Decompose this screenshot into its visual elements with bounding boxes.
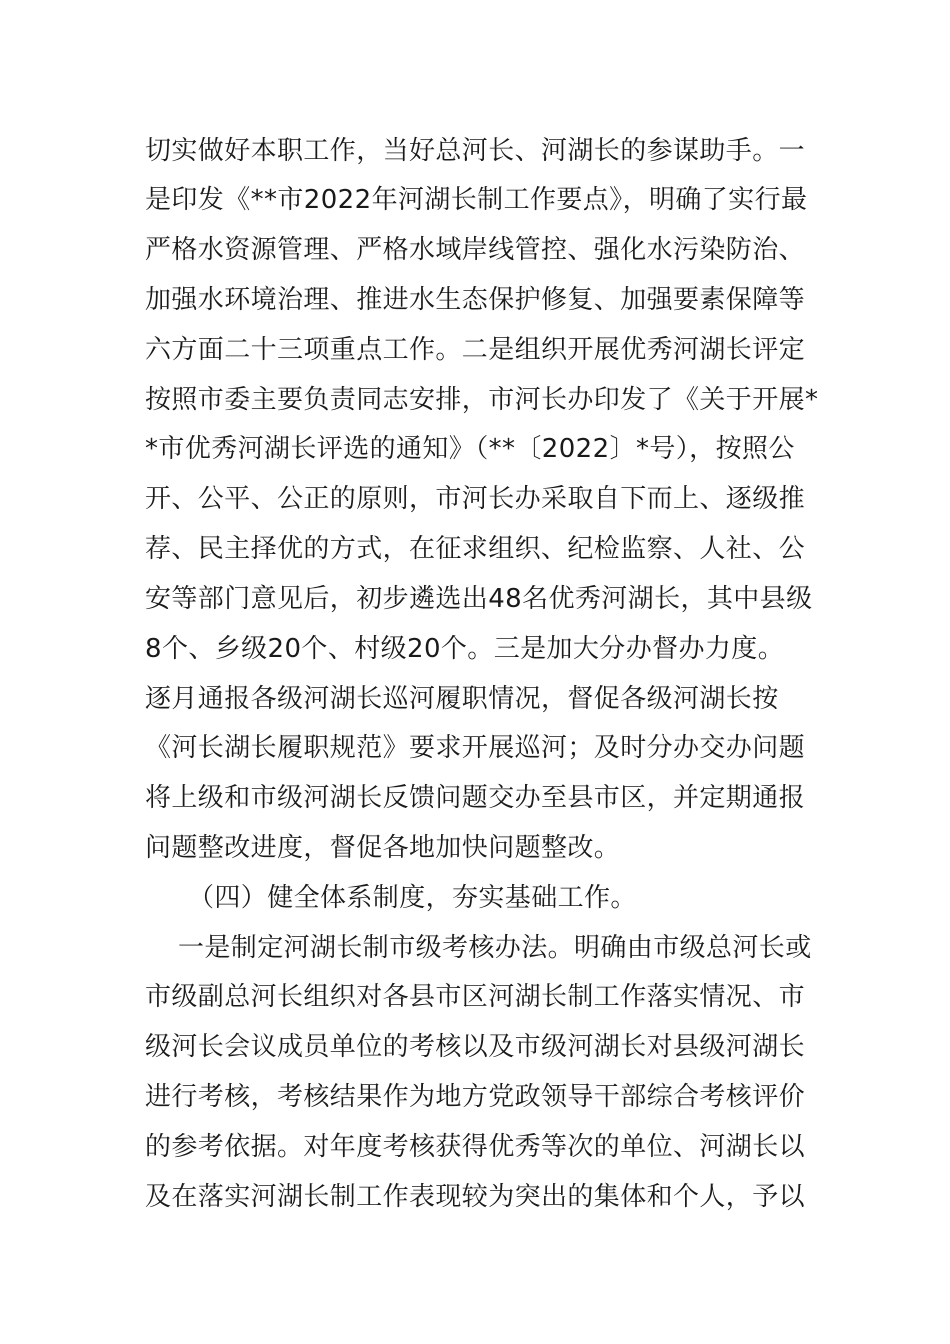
text-line: 荐、民主择优的方式，在征求组织、纪检监察、人社、公 [145,534,806,564]
text-line: 按照市委主要负责同志安排，市河长办印发了《关于开展* [145,385,819,415]
text-line: 开、公平、公正的原则，市河长办采取自下而上、逐级推 [145,484,806,514]
text-line: 的参考依据。对年度考核获得优秀等次的单位、河湖长以 [145,1132,806,1162]
text-line: 是印发《**市2022年河湖长制工作要点》，明确了实行最 [145,185,808,215]
text-line: 加强水环境治理、推进水生态保护修复、加强要素保障等 [145,285,806,315]
text-line: 问题整改进度，督促各地加快问题整改。 [145,833,621,863]
text-line: 将上级和市级河湖长反馈问题交办至县市区，并定期通报 [145,783,806,813]
text-line: 级河长会议成员单位的考核以及市级河湖长对县级河湖长 [145,1032,806,1062]
text-line: 安等部门意见后，初步遴选出48名优秀河湖长，其中县级 [145,584,813,614]
text-line: 逐月通报各级河湖长巡河履职情况，督促各级河湖长按 [145,684,779,714]
text-line: 及在落实河湖长制工作表现较为突出的集体和个人，予以 [145,1182,806,1212]
text-line: 严格水资源管理、严格水域岸线管控、强化水污染防治、 [145,235,806,265]
text-line: 一是制定河湖长制市级考核办法。明确由市级总河长或 [178,933,812,963]
text-line: *市优秀河湖长评选的通知》（**〔2022〕*号），按照公 [145,434,795,464]
text-line: 切实做好本职工作，当好总河长、河湖长的参谋助手。一 [145,136,806,166]
section-heading: （四）健全体系制度，夯实基础工作。 [188,883,637,913]
text-line: 《河长湖长履职规范》要求开展巡河；及时分办交办问题 [145,733,806,763]
text-line: 市级副总河长组织对各县市区河湖长制工作落实情况、市 [145,982,806,1012]
text-line: 六方面二十三项重点工作。二是组织开展优秀河湖长评定 [145,335,806,365]
text-line: 8个、乡级20个、村级20个。三是加大分办督办力度。 [145,634,785,664]
text-line: 进行考核，考核结果作为地方党政领导干部综合考核评价 [145,1082,806,1112]
